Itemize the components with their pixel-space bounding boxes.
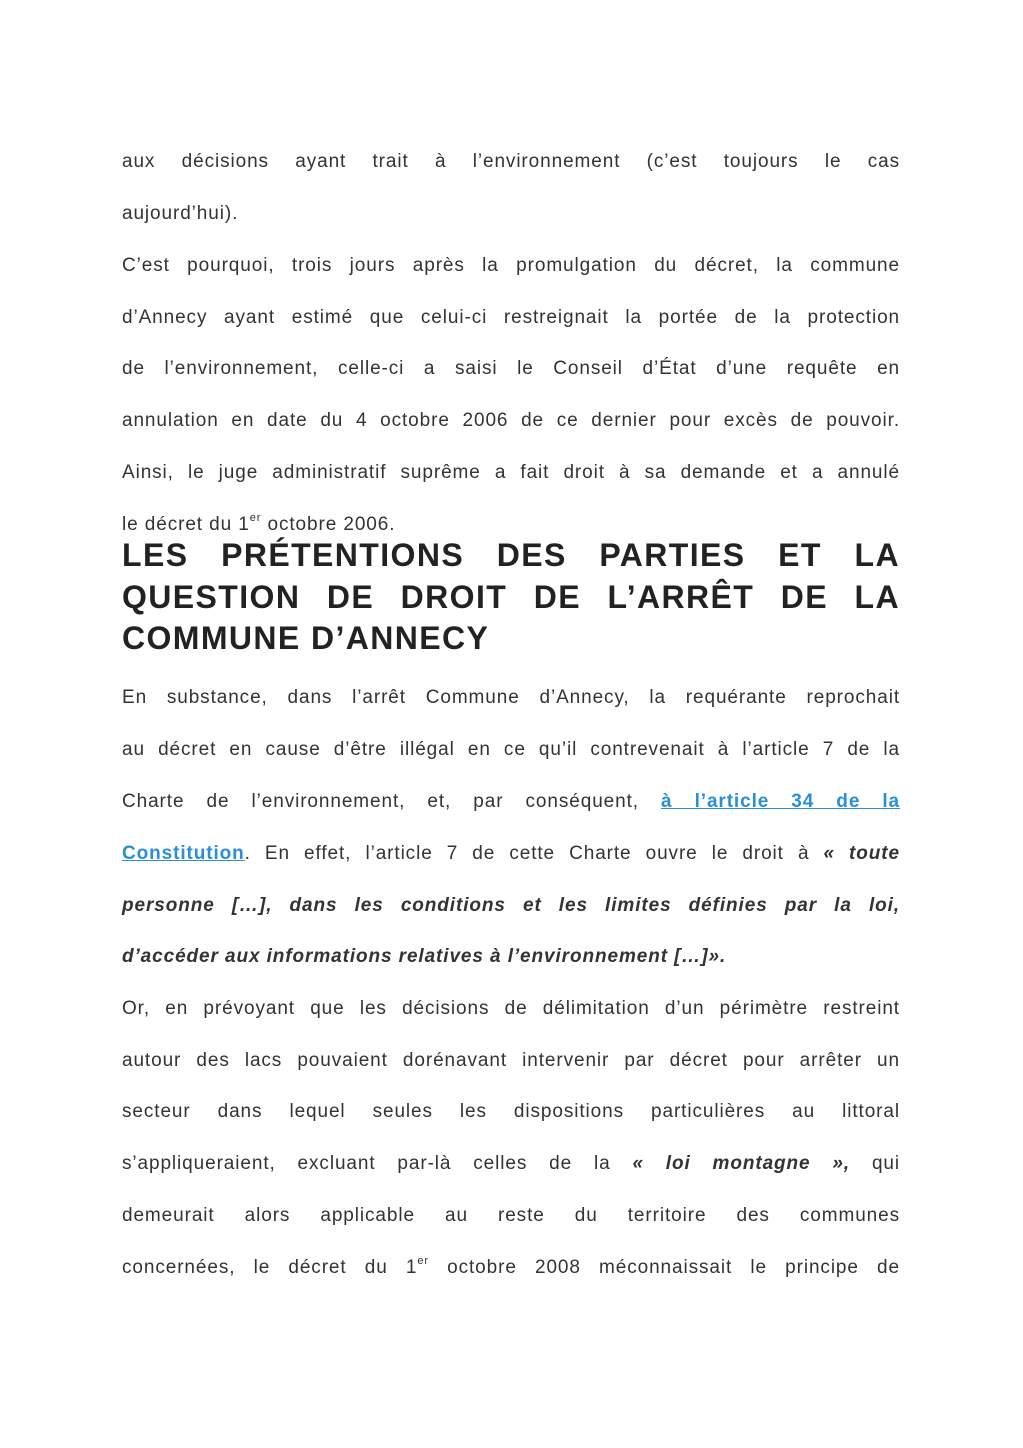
paragraph-3-line-3 (122, 790, 900, 814)
paragraph-3-line-4 (122, 842, 900, 866)
paragraph-2-line-4: annulation en date du 4 octobre 2006 de ce dernier pour excès de pouvoir. (122, 410, 900, 431)
text-run: . En effet, l’article 7 de cette Charte ouvre le droit à (244, 843, 824, 864)
paragraph-2-line-6 (122, 513, 900, 537)
section-heading-line-2: QUESTION DE DROIT DE L’ARRÊT DE LA (122, 579, 900, 615)
text-run: concernées, le décret du 1 (122, 1257, 418, 1278)
paragraph-3-line-1: En substance, dans l’arrêt Commune d’Annecy, la requérante reprochait (122, 687, 900, 708)
paragraph-2-line-3: de l’environnement, celle-ci a saisi le Conseil d’État d’une requête en (122, 358, 900, 379)
quote-text: « loi montagne », (632, 1153, 851, 1174)
paragraph-2-line-2: d’Annecy ayant estimé que celui-ci restreignait la portée de la protection (122, 307, 900, 328)
paragraph-3-line-2: au décret en cause d’être illégal en ce qu’il contrevenait à l’article 7 de la (122, 739, 900, 760)
section-heading-line-3: COMMUNE D’ANNECY (122, 620, 490, 656)
text-run: octobre 2006. (261, 514, 396, 535)
paragraph-2-line-1: C’est pourquoi, trois jours après la promulgation du décret, la commune (122, 255, 900, 276)
paragraph-4-line-2: autour des lacs pouvaient dorénavant intervenir par décret pour arrêter un (122, 1050, 900, 1071)
text-run: octobre 2008 méconnaissait le principe de (428, 1257, 900, 1278)
section-heading-line-1: LES PRÉTENTIONS DES PARTIES ET LA (122, 537, 900, 573)
text-run: qui (850, 1153, 901, 1174)
paragraph-1-line-2: aujourd’hui). (122, 203, 239, 224)
paragraph-3-line-6: d’accéder aux informations relatives à l’environnement […]». (122, 946, 727, 967)
quote-text: « toute (823, 843, 900, 864)
paragraph-4-line-1: Or, en prévoyant que les décisions de délimitation d’un périmètre restreint (122, 998, 900, 1019)
paragraph-1-line-1: aux décisions ayant trait à l’environnement (c’est toujours le cas (122, 151, 900, 172)
text-run: s’appliqueraient, excluant par-là celles de la (122, 1153, 633, 1174)
text-run: Charte de l’environnement, et, par conséquent, (122, 791, 662, 812)
constitution-link[interactable]: Constitution (122, 843, 245, 864)
superscript-er: er (249, 512, 262, 524)
text-run: le décret du 1 (122, 514, 250, 535)
paragraph-4-line-5: demeurait alors applicable au reste du territoire des communes (122, 1205, 900, 1226)
paragraph-2-line-5: Ainsi, le juge administratif suprême a fait droit à sa demande et a annulé (122, 462, 900, 483)
paragraph-4-line-4 (122, 1152, 900, 1176)
paragraph-4-line-3: secteur dans lequel seules les dispositions particulières au littoral (122, 1101, 900, 1122)
article-34-constitution-link[interactable]: à l’article 34 de la (661, 791, 901, 812)
paragraph-4-line-6 (122, 1256, 900, 1280)
paragraph-3-line-5: personne […], dans les conditions et les limites définies par la loi, (122, 895, 900, 916)
superscript-er: er (417, 1255, 429, 1267)
